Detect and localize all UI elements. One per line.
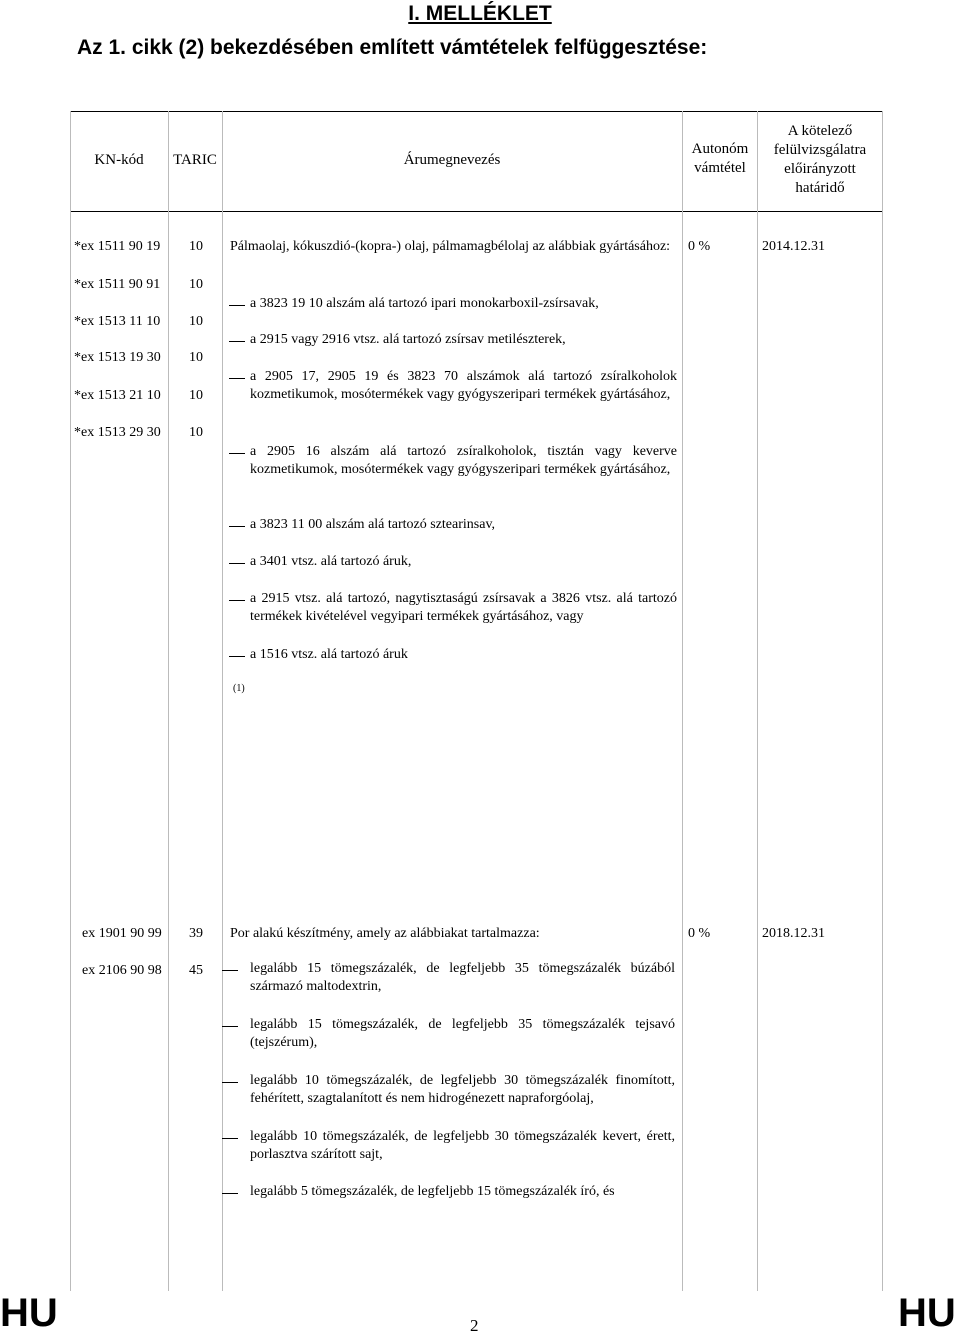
dash-marker (229, 656, 245, 657)
row2-item: legalább 15 tömegszázalék, de legfeljebb 35 tömegszázalék tejsavó (tejszérum), (250, 1017, 675, 1050)
row1-item: a 2905 16 alszám alá tartozó zsíralkoholok, tisztán vagy keverve kozmetikumok, mosótermékek vagy gyógyszeripari termékek gyártásához, (250, 444, 677, 477)
footnote-reference: (1) (233, 683, 245, 694)
row2-kn-code: ex 2106 90 98 (82, 963, 162, 978)
table-header-border (70, 211, 883, 212)
dash-marker (222, 1193, 238, 1194)
annex-title: I. MELLÉKLET (408, 2, 552, 25)
col-divider-taric (222, 111, 223, 1291)
dash-marker (222, 1138, 238, 1139)
col-divider-left (70, 111, 71, 1291)
row1-item: a 3401 vtsz. alá tartozó áruk, (250, 554, 412, 569)
row1-taric: 10 (189, 277, 203, 292)
row2-item: legalább 10 tömegszázalék, de legfeljebb 30 tömegszázalék kevert, érett, porlasztva szárított sajt, (250, 1129, 675, 1162)
row1-taric: 10 (189, 314, 203, 329)
dash-marker (229, 341, 245, 342)
row2-taric: 45 (189, 963, 203, 978)
dash-marker (229, 453, 245, 454)
table-top-border (70, 111, 883, 112)
dash-marker (229, 563, 245, 564)
row2-deadline: 2018.12.31 (762, 926, 825, 941)
row1-item: a 3823 19 10 alszám alá tartozó ipari monokarboxil-zsírsavak, (250, 296, 599, 311)
row1-rate: 0 % (688, 239, 711, 254)
row2-item: legalább 15 tömegszázalék, de legfeljebb 35 tömegszázalék búzából származó maltodextrin, (250, 961, 675, 994)
row2-taric: 39 (189, 926, 203, 941)
row1-kn-code: *ex 1513 19 30 (74, 350, 161, 365)
header-review-deadline: A kötelező felülvizsgálatra előirányzott határidő (773, 123, 867, 196)
row1-taric: 10 (189, 425, 203, 440)
row1-taric: 10 (189, 388, 203, 403)
dash-marker (222, 1026, 238, 1027)
header-autonomous-rate: Autonóm vámtétel (691, 141, 749, 176)
footer-language-code-left: HU (0, 1291, 58, 1335)
row1-item: a 3823 11 00 alszám alá tartozó sztearinsav, (250, 517, 496, 532)
col-divider-rate (757, 111, 758, 1291)
header-taric: TARIC (173, 152, 217, 168)
dash-marker (229, 305, 245, 306)
row2-item: legalább 5 tömegszázalék, de legfeljebb 15 tömegszázalék író, és (250, 1184, 615, 1199)
row1-kn-code: *ex 1513 21 10 (74, 388, 161, 403)
col-divider-desc (682, 111, 683, 1291)
row1-description-intro: Pálmaolaj, kókuszdió-(kopra-) olaj, pálmamagbélolaj az alábbiak gyártásához: (230, 239, 671, 254)
dash-marker (222, 1082, 238, 1083)
row1-item: a 2915 vagy 2916 vtsz. alá tartozó zsírsav metilészterek, (250, 332, 566, 347)
row2-rate: 0 % (688, 926, 711, 941)
document-subtitle: Az 1. cikk (2) bekezdésében említett vámtételek felfüggesztése: (77, 36, 708, 59)
row1-item: a 1516 vtsz. alá tartozó áruk (250, 647, 408, 662)
col-divider-right (882, 111, 883, 1291)
row1-kn-code: *ex 1513 11 10 (74, 314, 161, 329)
dash-marker (229, 600, 245, 601)
row2-description-intro: Por alakú készítmény, amely az alábbiakat tartalmazza: (230, 926, 540, 941)
dash-marker (229, 526, 245, 527)
row2-kn-code: ex 1901 90 99 (82, 926, 162, 941)
row1-kn-code: *ex 1511 90 19 (74, 239, 161, 254)
row1-kn-code: *ex 1513 29 30 (74, 425, 161, 440)
footer-language-code-right: HU (898, 1291, 956, 1335)
dash-marker (229, 378, 245, 379)
page-number: 2 (470, 1316, 479, 1335)
header-kn-code: KN-kód (94, 152, 144, 168)
row1-taric: 10 (189, 239, 203, 254)
header-description: Árumegnevezés (403, 152, 501, 168)
dash-marker (222, 970, 238, 971)
row1-deadline: 2014.12.31 (762, 239, 825, 254)
row1-taric: 10 (189, 350, 203, 365)
row1-kn-code: *ex 1511 90 91 (74, 277, 161, 292)
row2-item: legalább 10 tömegszázalék, de legfeljebb 30 tömegszázalék finomított, fehérített, szagtalanított és nem hidrogénezett napraforgóolaj, (250, 1073, 675, 1106)
col-divider-kn (168, 111, 169, 1291)
row1-item: a 2915 vtsz. alá tartozó, nagytisztaságú zsírsavak a 3826 vtsz. alá tartozó termékek kivételével vegyipari termékek gyártásához, vagy (250, 591, 677, 624)
row1-item: a 2905 17, 2905 19 és 3823 70 alszámok alá tartozó zsíralkoholok kozmetikumok, mosótermékek vagy gyógyszeripari termékek gyártásához, (250, 369, 677, 402)
